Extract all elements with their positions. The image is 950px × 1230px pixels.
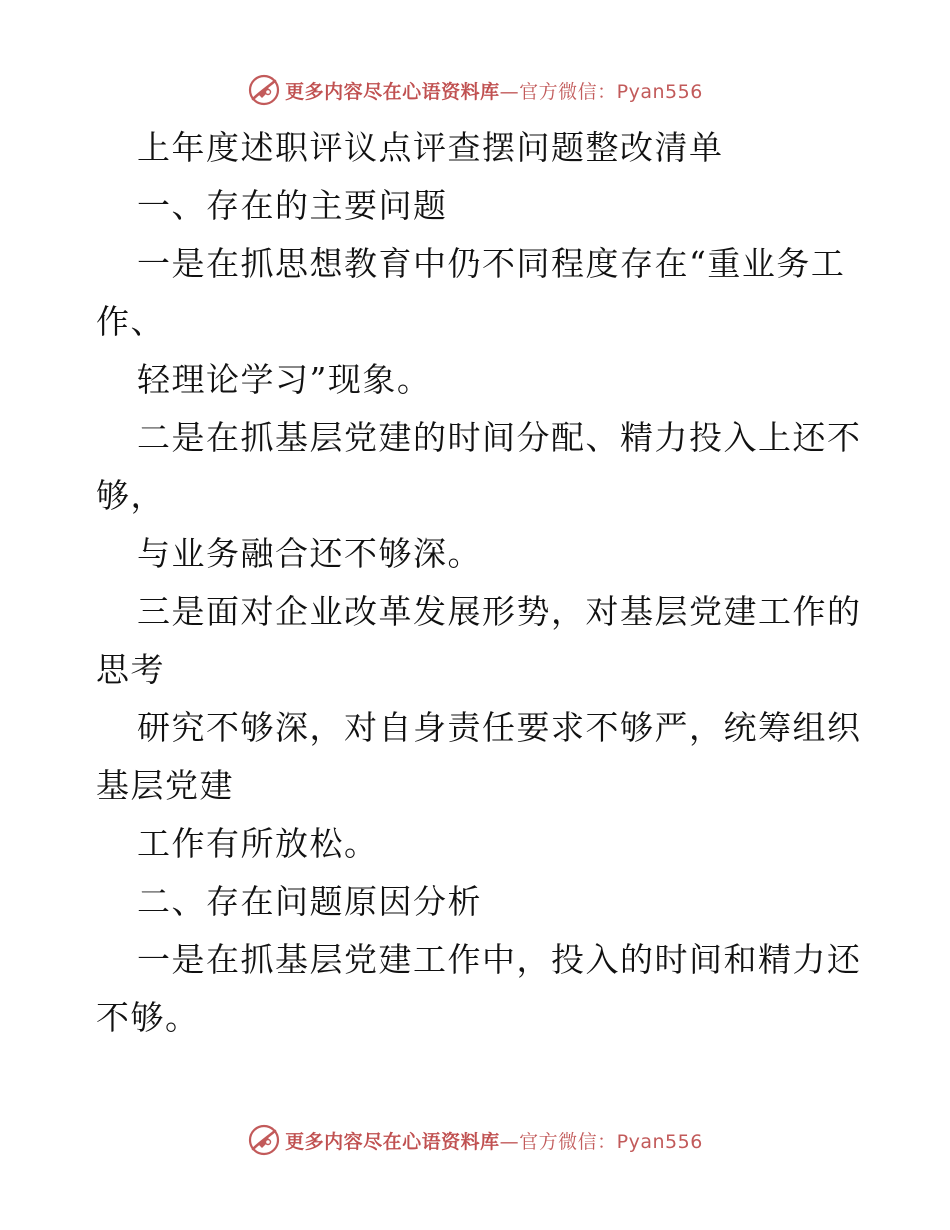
footer-watermark-banner	[0, 1120, 950, 1160]
paragraph-line: 一是在抓基层党建工作中，投入的时间和精力还	[137, 940, 862, 979]
paragraph-line: 三是面对企业改革发展形势，对基层党建工作的	[137, 592, 862, 631]
section-heading-problems: 一、存在的主要问题	[137, 186, 448, 225]
paragraph-line: 够，	[96, 476, 165, 515]
watermark-main-text: 更多内容尽在心语资料库	[285, 80, 500, 103]
watermark-wechat-text: —官方微信：Pyan556	[499, 80, 703, 103]
paragraph-line: 与业务融合还不够深。	[137, 534, 482, 573]
watermark-text	[285, 77, 703, 104]
section-heading-causes: 二、存在问题原因分析	[137, 882, 482, 921]
pen-circle-logo-icon	[247, 73, 281, 107]
paragraph-line: 工作有所放松。	[137, 824, 379, 863]
header-watermark-content	[247, 73, 703, 107]
paragraph-line: 一是在抓思想教育中仍不同程度存在“重业务工	[137, 244, 846, 283]
footer-watermark-content	[247, 1123, 703, 1157]
document-title: 上年度述职评议点评查摆问题整改清单	[137, 128, 724, 167]
watermark-text	[285, 1127, 703, 1154]
paragraph-line: 轻理论学习”现象。	[137, 360, 432, 399]
paragraph-line: 基层党建	[96, 766, 234, 805]
watermark-main-text: 更多内容尽在心语资料库	[285, 1130, 500, 1153]
paragraph-line: 不够。	[96, 998, 200, 1037]
paragraph-line: 思考	[96, 650, 165, 689]
pen-circle-logo-icon	[247, 1123, 281, 1157]
paragraph-line: 作、	[96, 302, 165, 341]
watermark-wechat-text: —官方微信：Pyan556	[499, 1130, 703, 1153]
header-watermark-banner	[0, 70, 950, 110]
paragraph-line: 二是在抓基层党建的时间分配、精力投入上还不	[137, 418, 862, 457]
paragraph-line: 研究不够深，对自身责任要求不够严，统筹组织	[137, 708, 862, 747]
